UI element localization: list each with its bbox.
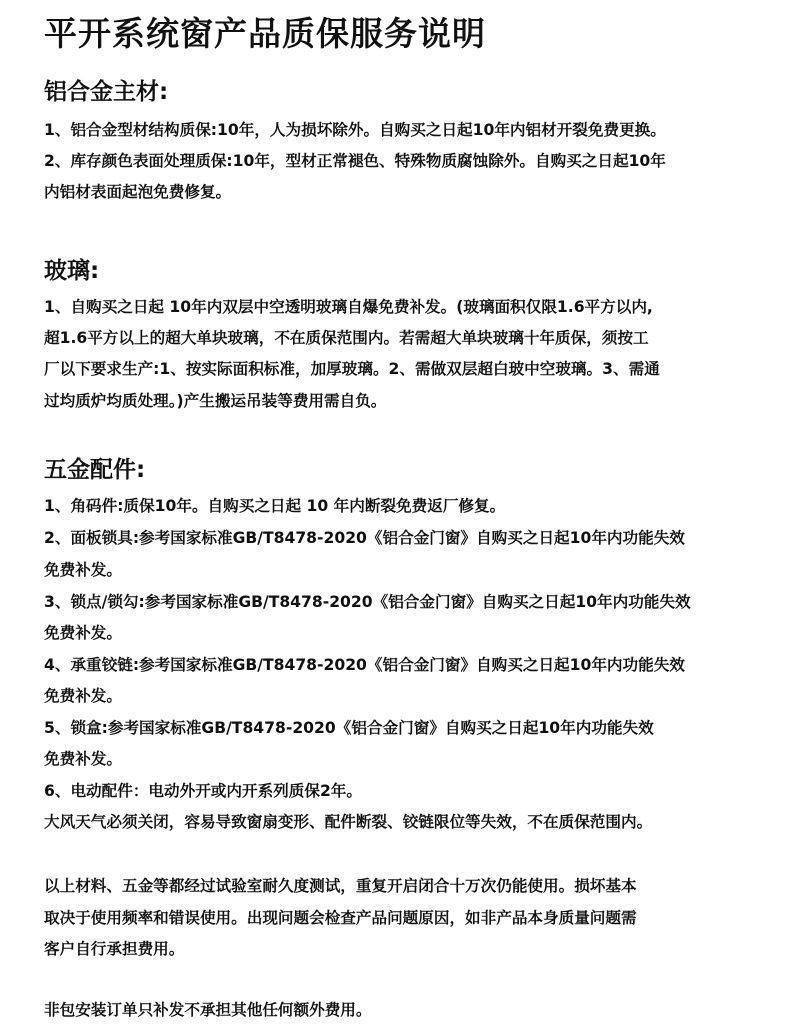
section-heading-hardware: 五金配件: [44, 457, 146, 483]
hardware-line-2: 2、面板锁具:参考国家标准GB/T8478-2020《铝合金门窗》自购买之日起10年内功能失效 [44, 529, 685, 547]
glass-line-4: 过均质炉均质处理。)产生搬运吊装等费用需自负。 [44, 392, 387, 410]
footer-note: 非包安装订单只补发不承担其他任何额外费用。 [44, 1001, 372, 1019]
note-line-2: 取决于使用频率和错误使用。出现问题会检查产品问题原因，如非产品本身质量问题需 [44, 909, 637, 927]
hardware-line-7: 免费补发。 [44, 687, 122, 705]
glass-line-3: 厂以下要求生产:1、按实际面积标准，加厚玻璃。2、需做双层超白玻中空玻璃。3、需通 [44, 360, 660, 378]
hardware-line-6: 4、承重铰链:参考国家标准GB/T8478-2020《铝合金门窗》自购买之日起10年内功能失效 [44, 656, 685, 674]
section-heading-glass: 玻璃: [44, 258, 100, 284]
section-heading-aluminum: 铝合金主材: [44, 79, 169, 105]
page-title: 平开系统窗产品质保服务说明 [44, 14, 486, 53]
aluminum-line-2: 2、库存颜色表面处理质保:10年，型材正常褪色、特殊物质腐蚀除外。自购买之日起10年 [44, 152, 666, 170]
note-line-3: 客户自行承担费用。 [44, 940, 185, 958]
hardware-line-9: 免费补发。 [44, 750, 122, 768]
hardware-line-8: 5、锁盒:参考国家标准GB/T8478-2020《铝合金门窗》自购买之日起10年内功能失效 [44, 719, 654, 737]
hardware-line-5: 免费补发。 [44, 624, 122, 642]
hardware-line-1: 1、角码件:质保10年。自购买之日起 10 年内断裂免费返厂修复。 [44, 497, 506, 515]
hardware-line-3: 免费补发。 [44, 561, 122, 579]
aluminum-line-1: 1、铝合金型材结构质保:10年，人为损坏除外。自购买之日起10年内铝材开裂免费更换。 [44, 121, 666, 139]
hardware-line-11: 大风天气必须关闭，容易导致窗扇变形、配件断裂、铰链限位等失效，不在质保范围内。 [44, 813, 653, 831]
glass-line-1: 1、自购买之日起 10年内双层中空透明玻璃自爆免费补发。(玻璃面积仅限1.6平方以内, [44, 298, 653, 316]
hardware-line-10: 6、电动配件：电动外开或内开系列质保2年。 [44, 782, 362, 800]
glass-line-2: 超1.6平方以上的超大单块玻璃，不在质保范围内。若需超大单块玻璃十年质保，须按工 [44, 329, 649, 347]
note-line-1: 以上材料、五金等都经过试验室耐久度测试，重复开启闭合十万次仍能使用。损坏基本 [44, 877, 637, 895]
aluminum-line-3: 内铝材表面起泡免费修复。 [44, 183, 232, 201]
hardware-line-4: 3、锁点/锁勾:参考国家标准GB/T8478-2020《铝合金门窗》自购买之日起10年内功能失效 [44, 593, 691, 611]
